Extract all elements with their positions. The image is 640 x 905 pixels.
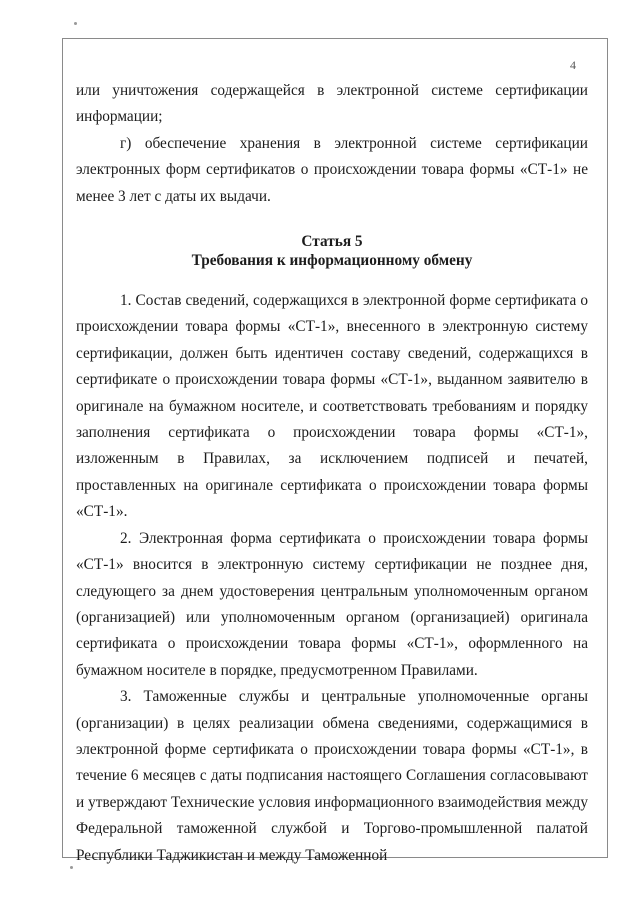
paragraph-3: 3. Таможенные службы и центральные уполномоченные органы (организации) в целях реализации обмена сведениями, содержащимися в электронной форме сертификата о происхождении товара формы «СТ-1», в течение 6 месяцев с даты подписания настоящего Соглашения согласовывают и утверждают Технические условия информационного взаимодействия между Федеральной таможенной службой и Торгово-промышленной палатой Республики Таджикистан и между Таможенной bbox=[76, 688, 588, 864]
article-number: Статья 5 bbox=[301, 233, 363, 251]
paragraph-2: 2. Электронная форма сертификата о происхождении товара формы «СТ-1» вносится в электронную систему сертификации не позднее дня, следующего за днем удостоверения центральным уполномоченным органом (организацией) или уполномоченным органом (организацией) оригинала сертификата о происхождении товара формы «СТ-1», оформленного на бумажном носителе в порядке, предусмотренном Правилами. bbox=[76, 529, 588, 679]
page-number: 4 bbox=[570, 58, 576, 72]
document-body bbox=[76, 78, 588, 869]
article-heading bbox=[76, 232, 588, 270]
paragraph-item-g: г) обеспечение хранения в электронной системе сертификации электронных форм сертификатов о происхождении товара формы «СТ-1» не менее 3 лет с даты их выдачи. bbox=[76, 134, 588, 205]
paragraph-continuation: или уничтожения содержащейся в электронной системе сертификации информации; bbox=[76, 82, 588, 126]
scan-speck bbox=[74, 22, 77, 25]
article-title: Требования к информационному обмену bbox=[191, 252, 473, 270]
paragraph-1: 1. Состав сведений, содержащихся в электронной форме сертификата о происхождении товара формы «СТ-1», внесенного в электронную систему сертификации, должен быть идентичен составу сведений, содержащихся в сертификате о происхождении товара формы «СТ-1», выданном заявителю в оригинале на бумажном носителе, и соответствовать требованиям и порядку заполнения сертификата о происхождении товара формы «СТ-1», изложенным в Правилах, за исключением подписей и печатей, проставленных на оригинале сертификата о происхождении товара формы «СТ-1». bbox=[76, 292, 588, 521]
scan-speck bbox=[70, 866, 73, 869]
